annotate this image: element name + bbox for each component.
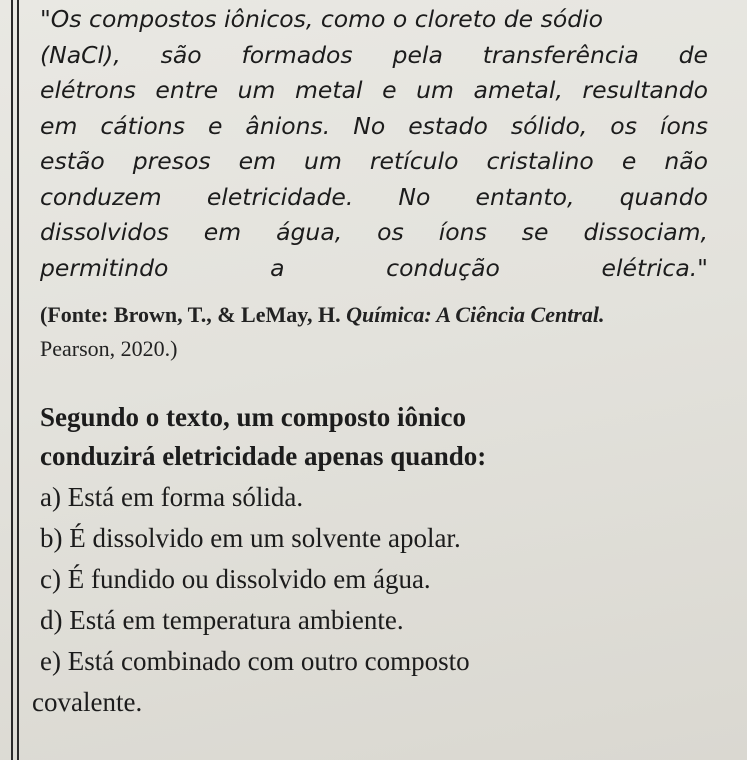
option-d[interactable]: d) Está em temperatura ambiente. bbox=[40, 605, 404, 635]
quote-line: em cátions e ânions. No estado sólido, os íons bbox=[40, 111, 708, 140]
quote-paragraph bbox=[40, 2, 708, 286]
source-publisher: Pearson, 2020.) bbox=[40, 336, 178, 361]
margin-line-outer bbox=[11, 0, 13, 760]
option-a[interactable]: a) Está em forma sólida. bbox=[40, 482, 304, 512]
option-b[interactable]: b) É dissolvido em um solvente apolar. bbox=[40, 523, 461, 553]
option-c[interactable]: c) É fundido ou dissolvido em água. bbox=[40, 564, 431, 594]
margin-line-inner bbox=[17, 0, 19, 760]
quote-line: "Os compostos iônicos, como o cloreto de sódio bbox=[40, 5, 604, 33]
question-line: Segundo o texto, um composto iônico bbox=[40, 402, 467, 432]
question-prompt bbox=[40, 398, 690, 476]
source-title: Química: A Ciência Central. bbox=[346, 302, 605, 327]
quote-line: permitindo a condução elétrica." bbox=[40, 253, 708, 282]
source-citation bbox=[40, 298, 720, 366]
quote-line: estão presos em um retículo cristalino e não bbox=[40, 147, 708, 175]
question-line: conduzirá eletricidade apenas quando: bbox=[40, 441, 487, 471]
answer-options bbox=[32, 477, 720, 723]
quote-line: elétrons entre um metal e um ametal, resultando bbox=[40, 76, 708, 104]
option-e-line2: covalente. bbox=[32, 687, 143, 717]
quote-line: (NaCl), são formados pela transferência de bbox=[40, 40, 708, 69]
quote-line: conduzem eletricidade. No entanto, quando bbox=[40, 182, 708, 211]
quote-line: dissolvidos em água, os íons se dissociam, bbox=[40, 218, 708, 246]
option-e-line1: e) Está combinado com outro composto bbox=[40, 646, 470, 676]
option-e[interactable] bbox=[32, 641, 720, 723]
source-label: (Fonte: Brown, T., & LeMay, H. bbox=[40, 302, 347, 327]
